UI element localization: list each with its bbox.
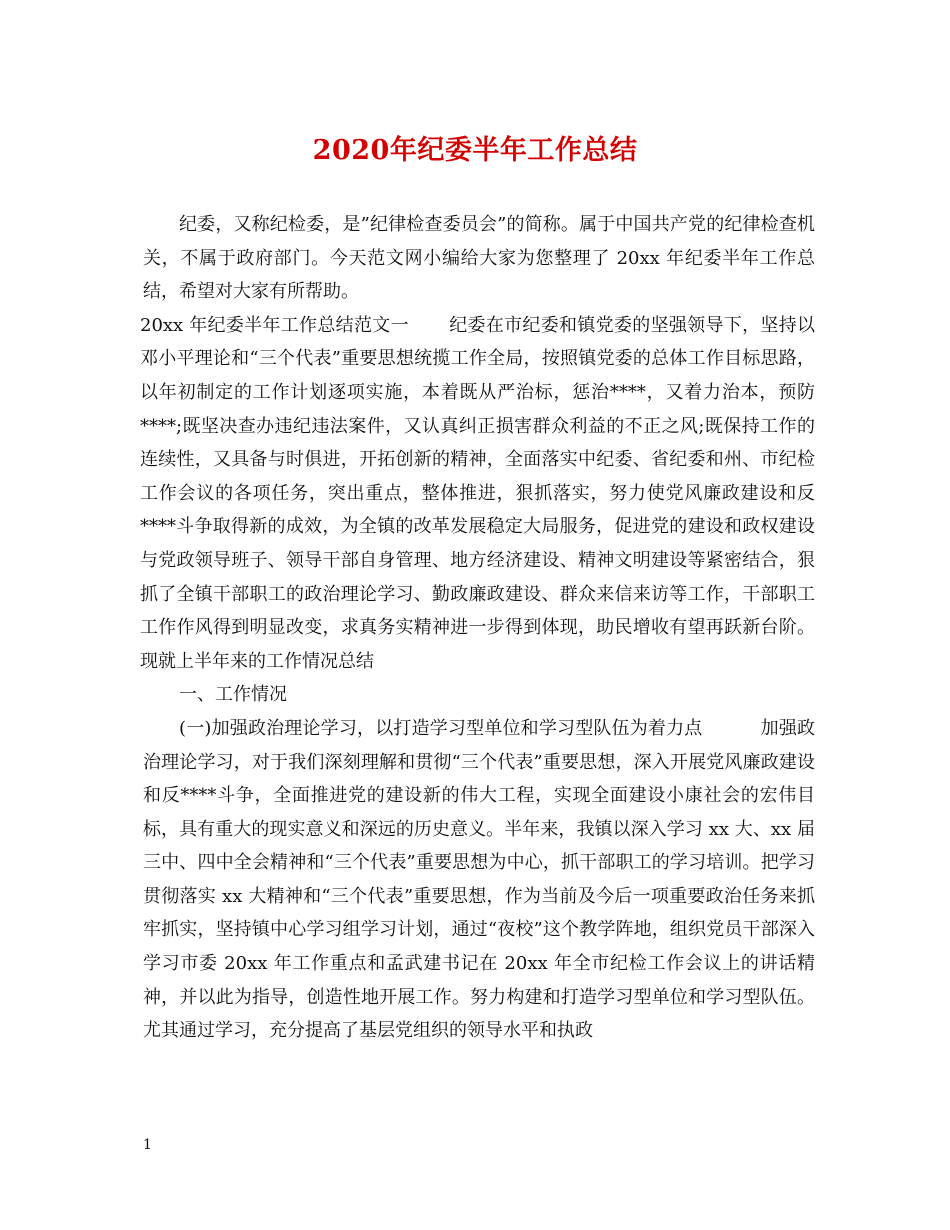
document-body	[140, 208, 816, 1048]
sample-body: 纪委在市纪委和镇党委的坚强领导下，坚持以邓小平理论和“三个代表”重要思想统揽工作全局，按照镇党委的总体工作目标思路，以年初制定的工作计划逐项实施，本着既从严治标，惩治****，又着力治本，预防****;既坚决查办违纪违法案件，又认真纠正损害群众利益的不正之风;既保持工作的连续性，又具备与时俱进，开拓创新的精神，全面落实中纪委、省纪委和州、市纪检工作会议的各项任务，突出重点，整体推进，狠抓落实，努力使党风廉政建设和反****斗争取得新的成效，为全镇的改革发展稳定大局服务，促进党的建设和政权建设与党政领导班子、领导干部自身管理、地方经济建设、精神文明建设等紧密结合，狠抓了全镇干部职工的政治理论学习、勤政廉政建设、群众来信来访等工作，干部职工工作作风得到明显改变，求真务实精神进一步得到体现，助民增收有望再跃新台阶。现就上半年来的工作情况总结	[140, 314, 816, 672]
subsection-heading: (一)加强政治理论学习，以打造学习型单位和学习型队伍为着力点	[179, 717, 703, 739]
subsection-paragraph	[143, 712, 815, 1048]
sample-heading: 20xx 年纪委半年工作总结范文一	[140, 314, 409, 336]
section-heading: 一、工作情况	[179, 684, 287, 706]
document-title: 2020年纪委半年工作总结	[312, 135, 638, 166]
intro-paragraph: 纪委，又称纪检委，是”纪律检查委员会”的简称。属于中国共产党的纪律检查机关，不属于政府部门。今天范文网小编给大家为您整理了 20xx 年纪委半年工作总结，希望对大家有所帮助。	[143, 214, 815, 303]
sample-paragraph	[140, 309, 815, 679]
page-number: 1	[143, 1137, 152, 1153]
subsection-body: 加强政治理论学习，对于我们深刻理解和贯彻“三个代表”重要思想，深入开展党风廉政建设和反****斗争，全面推进党的建设新的伟大工程，实现全面建设小康社会的宏伟目标，具有重大的现实意义和深远的历史意义。半年来，我镇以深入学习 xx 大、xx 届三中、四中全会精神和“三个代表”重要思想为中心，抓干部职工的学习培训。把学习贯彻落实 xx 大精神和“三个代表”重要思想，作为当前及今后一项重要政治任务来抓牢抓实，坚持镇中心学习组学习计划，通过“夜校”这个教学阵地，组织党员干部深入学习市委 20xx 年工作重点和孟武建书记在 20xx 年全市纪检工作会议上的讲话精神，并以此为指导，创造性地开展工作。努力构建和打造学习型单位和学习型队伍。尤其通过学习，充分提高了基层党组织的领导水平和执政	[143, 717, 816, 1042]
